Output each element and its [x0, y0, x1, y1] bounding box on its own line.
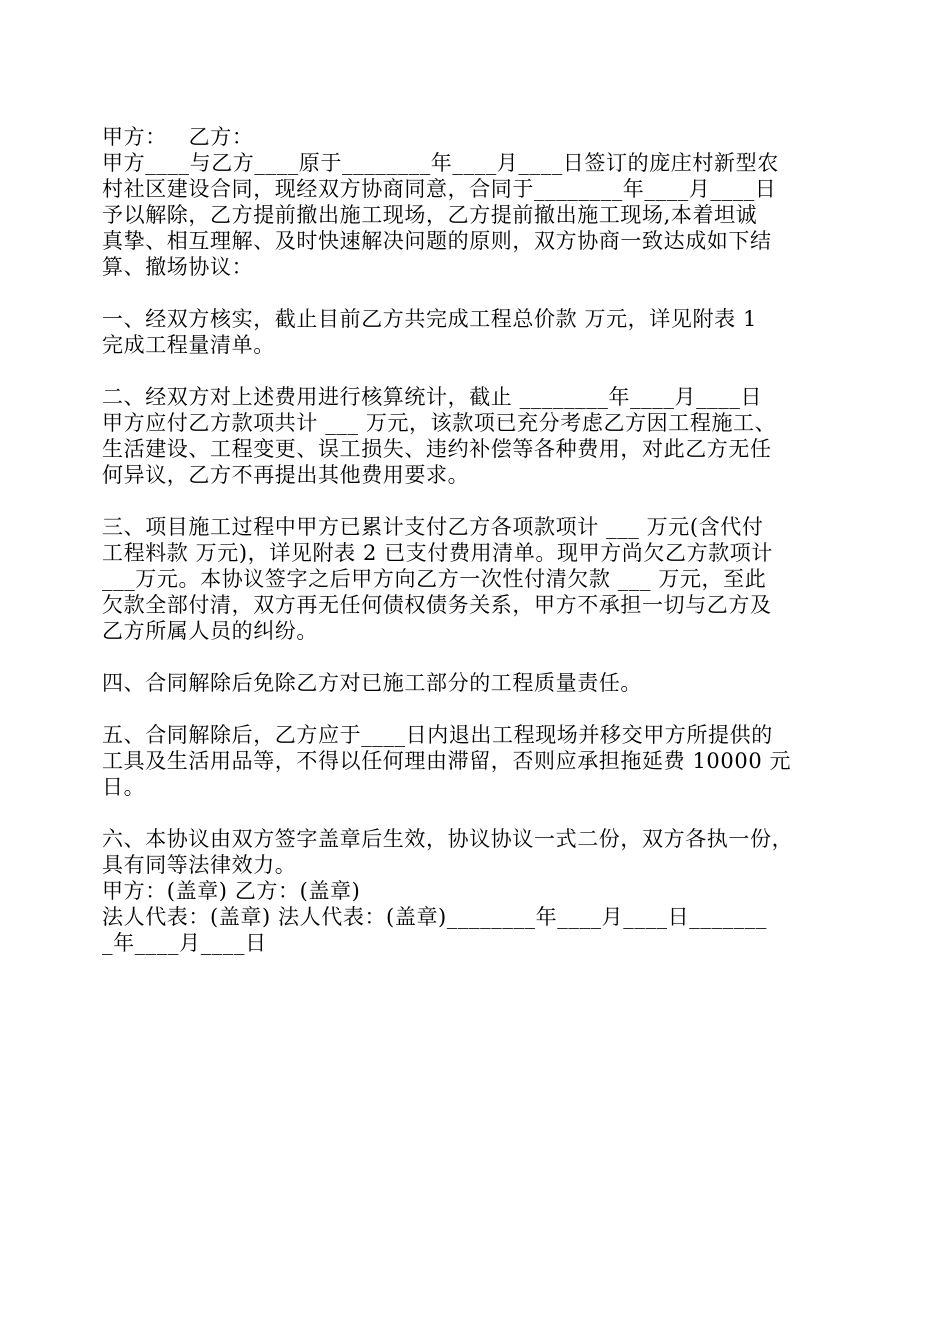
clause-6-line: 六、本协议由双方签字盖章后生效，协议协议一式二份，双方各执一份，: [102, 827, 794, 851]
paragraph-gap: [102, 358, 862, 384]
paragraph-gap: [102, 800, 862, 826]
intro-line: 算、撤场协议：: [102, 255, 254, 279]
clause-5: [102, 722, 862, 800]
signature-line: 法人代表：(盖章) 法人代表：(盖章)________年____月____日_______: [102, 905, 767, 929]
clause-5-line: 日。: [102, 775, 146, 799]
intro-line: 村社区建设合同，现经双方协商同意，合同于________年____月____日: [102, 177, 777, 201]
paragraph-gap: [102, 488, 862, 514]
intro-paragraph: [102, 150, 862, 280]
clause-3-line: 欠款全部付清，双方再无任何债权债务关系，甲方不承担一切与乙方及: [102, 593, 772, 617]
paragraph-gap: [102, 696, 862, 722]
clause-6: [102, 826, 862, 878]
clause-5-line: 五、合同解除后，乙方应于____日内退出工程现场并移交甲方所提供的: [102, 723, 773, 747]
clause-1: [102, 306, 862, 358]
signature-line: 甲方：(盖章) 乙方：(盖章): [102, 879, 361, 903]
clause-6-line: 具有同等法律效力。: [102, 853, 297, 877]
clause-1-line: 完成工程量清单。: [102, 333, 275, 357]
clause-2-line: 甲方应付乙方款项共计 ___ 万元，该款项已充分考虑乙方因工程施工、: [102, 411, 777, 435]
intro-line: 予以解除，乙方提前撤出施工现场，乙方提前撤出施工现场,本着坦诚: [102, 203, 758, 227]
clause-2-line: 生活建设、工程变更、误工损失、违约补偿等各种费用，对此乙方无任: [102, 437, 772, 461]
clause-4-line: 四、合同解除后免除乙方对已施工部分的工程质量责任。: [102, 671, 642, 695]
signature-block: [102, 878, 862, 956]
clause-3-line: 乙方所属人员的纠纷。: [102, 619, 318, 643]
document-body: [102, 124, 862, 956]
clause-1-line: 一、经双方核实，截止目前乙方共完成工程总价款 万元，详见附表 1: [102, 307, 757, 331]
paragraph-gap: [102, 280, 862, 306]
clause-3: [102, 514, 862, 644]
paragraph-gap: [102, 644, 862, 670]
clause-2: [102, 384, 862, 488]
party-header: [102, 124, 862, 150]
signature-line: _年____月____日: [102, 931, 267, 955]
clause-3-line: 工程料款 万元)，详见附表 2 已支付费用清单。现甲方尚欠乙方款项计: [102, 541, 773, 565]
clause-3-line: ___万元。本协议签字之后甲方向乙方一次性付清欠款 ___ 万元，至此: [102, 567, 767, 591]
clause-4: [102, 670, 862, 696]
clause-5-line: 工具及生活用品等，不得以任何理由滞留，否则应承担拖延费 10000 元: [102, 749, 792, 773]
intro-line: 真挚、相互理解、及时快速解决问题的原则，双方协商一致达成如下结: [102, 229, 772, 253]
clause-3-line: 三、项目施工过程中甲方已累计支付乙方各项款项计 ___ 万元(含代付: [102, 515, 764, 539]
clause-2-line: 二、经双方对上述费用进行核算统计，截止 ________年____月____日: [102, 385, 763, 409]
clause-2-line: 何异议，乙方不再提出其他费用要求。: [102, 463, 470, 487]
intro-line: 甲方____与乙方____原于________年____月____日签订的庞庄村新型农: [102, 151, 779, 175]
party-header-line: 甲方： 乙方：: [102, 125, 254, 149]
